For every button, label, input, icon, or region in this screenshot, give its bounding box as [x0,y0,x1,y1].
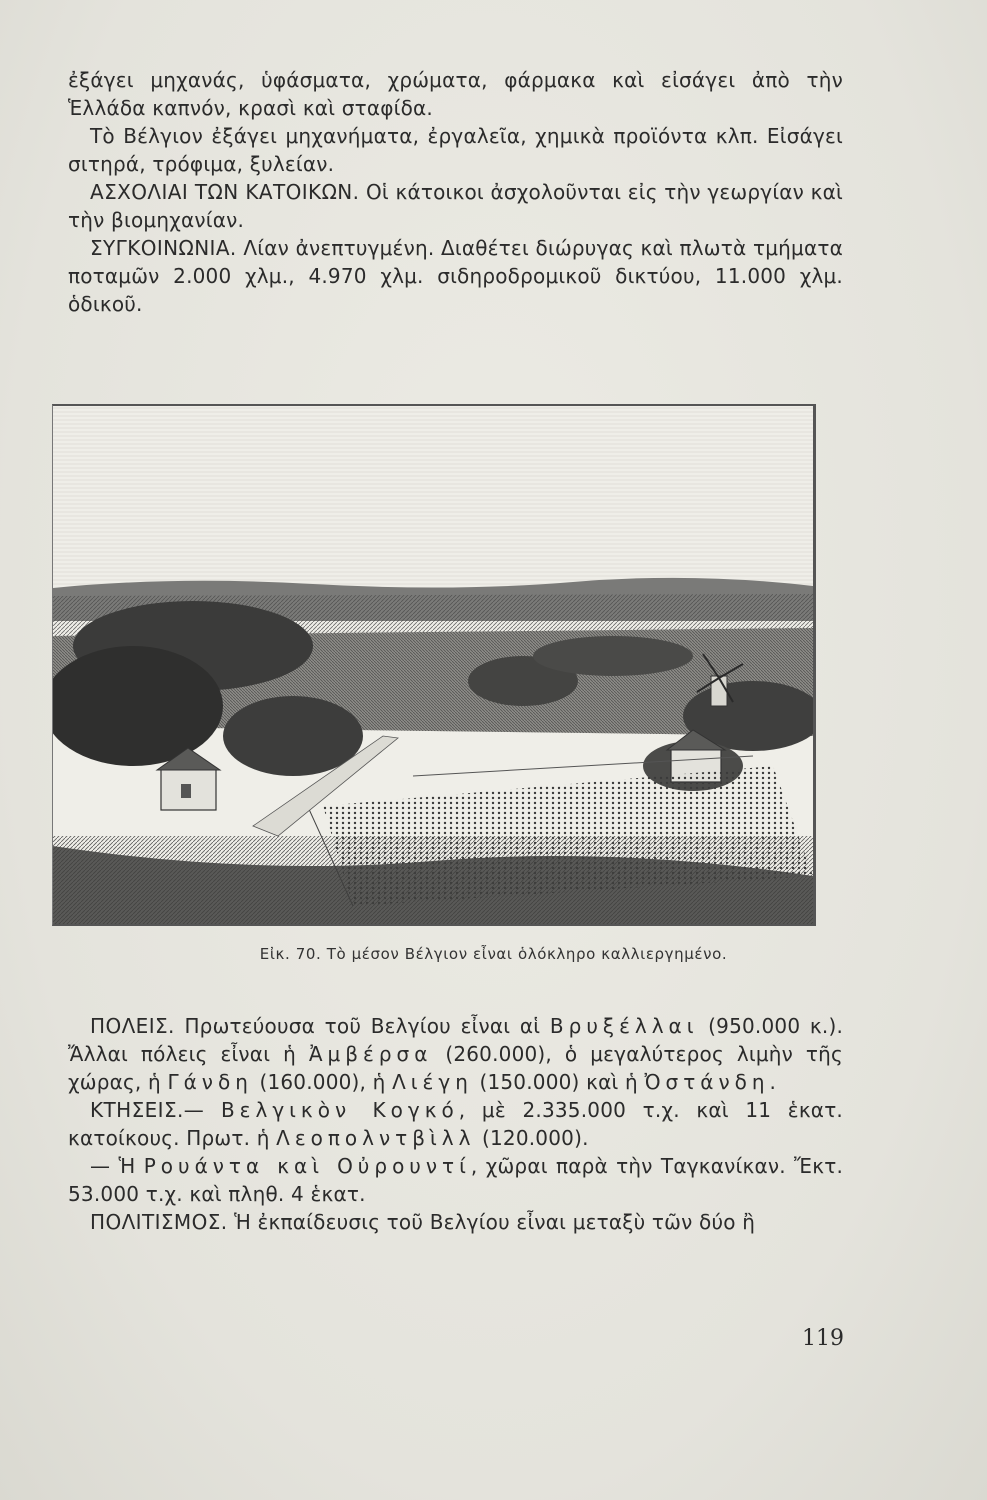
city-brussels: Βρυξέλλαι [549,1014,699,1038]
landscape-illustration [53,406,813,924]
paragraph-cities [68,1012,843,1096]
communications-heading: ΣΥΓΚΟΙΝΩΝΙΑ. [90,236,237,260]
landscape-engraving [52,404,816,926]
paragraph-civilization [68,1208,843,1236]
paragraph-ruanda-urundi [68,1152,843,1208]
possessions-text-1: , μὲ 2.335.000 τ.χ. καὶ 11 ἑκατ. κατοίκους. Πρωτ. ἡ [68,1098,843,1150]
top-text [68,66,843,318]
paragraph-possessions [68,1096,843,1152]
civilization-text: Ἡ ἐκπαίδευσις τοῦ Βελγίου εἶναι μεταξὺ τῶν δύο ἢ [227,1210,756,1234]
belgian-congo: Βελγικὸν Κογκό [220,1098,459,1122]
cities-text-6: . [769,1070,777,1094]
cities-text-2: (950.000 κ.). Ἄλλαι πόλεις εἶναι ἡ [68,1014,843,1066]
cities-text-3: (260.000), ὁ μεγαλύτερος λιμὴν τῆς χώρας, ἡ [68,1042,843,1094]
cities-text-4: (160.000), ἡ [252,1070,393,1094]
communications-text: Λίαν ἀνεπτυγμένη. Διαθέτει διώρυγας καὶ πλωτὰ τμήματα ποταμῶν 2.000 χλμ., 4.970 χλμ. σιδηροδρομικοῦ δικτύου, 11.000 χλμ. ὁδικοῦ. [68,236,843,316]
paragraph-belgium-trade: Τὸ Βέλγιον ἐξάγει μηχανήματα, ἐργαλεῖα, χημικὰ προϊόντα κλπ. Εἰσάγει σιτηρά, τρόφιμα, ξυλείαν. [68,124,843,176]
occupations-text: Οἱ κάτοικοι ἀσχολοῦνται εἰς τὴν γεωργίαν καὶ τὴν βιομηχανίαν. [68,180,843,232]
possessions-text-2: (120.000). [475,1126,589,1150]
paragraph-exports-greece: ἐξάγει μηχανάς, ὑφάσματα, χρώματα, φάρμακα καὶ εἰσάγει ἀπὸ τὴν Ἑλλάδα καπνόν, κρασὶ καὶ σταφίδα. [68,68,843,120]
city-ostend: Ὀστάνδη [644,1070,770,1094]
city-ghent: Γάνδη [167,1070,253,1094]
occupations-heading: ΑΣΧΟΛΙΑΙ ΤΩΝ ΚΑΤΟΙΚΩΝ. [90,180,360,204]
city-liege: Λιέγη [392,1070,473,1094]
cities-text-5: (150.000) καὶ ἡ [472,1070,645,1094]
city-antwerp: Ἀμβέρσα [308,1042,433,1066]
ruanda-urundi-names: Ρουάντα καὶ Οὐρουντί [143,1154,471,1178]
cities-heading: ΠΟΛΕΙΣ. [90,1014,175,1038]
ruanda-text-1: , χῶραι παρὰ τὴν Ταγκανίκαν. Ἔκτ. 53.000 τ.χ. καὶ πληθ. 4 ἑκατ. [68,1154,844,1206]
city-leopoldville: Λεοπολντβὶλλ [276,1126,476,1150]
ruanda-text-0: Ἡ [118,1154,144,1178]
paragraph-communications [68,234,843,318]
figure-caption: Εἰκ. 70. Τὸ μέσον Βέλγιον εἶναι ὁλόκληρο καλλιεργημένο. [259,945,728,963]
bottom-text [68,1012,843,1236]
possessions-heading: ΚΤΗΣΕΙΣ.— [90,1098,221,1122]
page-number: 119 [802,1326,844,1351]
dash: — [90,1154,119,1178]
cities-text-1: Πρωτεύουσα τοῦ Βελγίου εἶναι αἱ [174,1014,550,1038]
civilization-heading: ΠΟΛΙΤΙΣΜΟΣ. [90,1210,228,1234]
paragraph-occupations [68,178,843,234]
